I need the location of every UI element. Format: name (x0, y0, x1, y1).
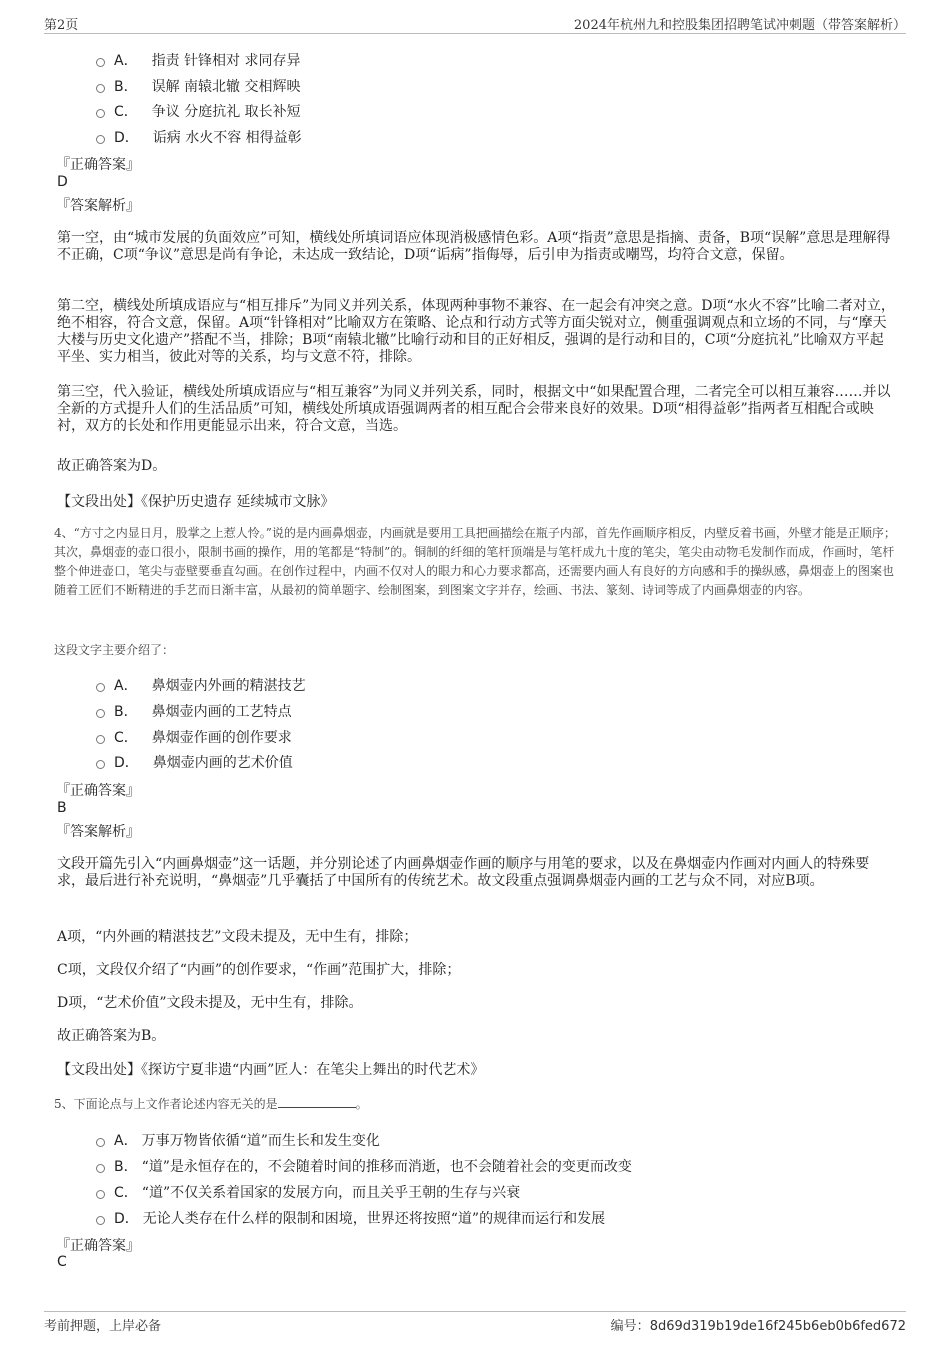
q3-analysis-para-3: 第三空，代入验证，横线处所填成语应与“相互兼容”为同义并列关系，同时，根据文中“如果配置合理，二者完全可以相互兼容……并以全新的方式提升人们的生活品质”可知，横线处所填成语强调两者的相互配合会带来良好的效果。D项“相得益彰”指两者互相配合或映衬，双方的长处和作用更能显示出来，符合文意，当选。 (57, 384, 891, 434)
q3-source: 【文段出处】《保护历史遗存 延续城市文脉》 (57, 494, 335, 510)
q5-option-b[interactable]: B． “道”是永恒存在的，不会随着时间的推移而消逝，也不会随着社会的变更而改变 (96, 1156, 632, 1176)
radio-icon[interactable] (96, 1216, 105, 1225)
q4-option-c[interactable]: C． 鼻烟壶作画的创作要求 (96, 727, 292, 747)
q5-option-c[interactable]: C． “道”不仅关系着国家的发展方向，而且关乎王朝的生存与兴衰 (96, 1182, 520, 1202)
q3-analysis-para-2: 第二空，横线处所填成语应与“相互排斥”为同义并列关系，体现两种事物不兼容、在一起会有冲突之意。D项“水火不容”比喻二者对立，绝不相容，符合文意，保留。A项“针锋相对”比喻双方在策略、论点和行动方式等方面尖锐对立，侧重强调观点和立场的不同，与“摩天大楼与历史文化遗产”搭配不当，排除；B项“南辕北辙”比喻行动和目的正好相反，强调的是行动和目的，C项“分庭抗礼”比喻双方平起平坐、实力相当，彼此对等的关系，均与文意不符，排除。 (57, 298, 895, 365)
q4-option-d[interactable]: D． 鼻烟壶内画的艺术价值 (96, 752, 293, 772)
q3-option-d[interactable]: D． 诟病 水火不容 相得益彰 (96, 127, 302, 147)
footer-rule (44, 1311, 906, 1312)
q4-answer-label: 『正确答案』 (56, 783, 140, 799)
q4-analysis-label: 『答案解析』 (56, 824, 140, 840)
q4-answer: B (57, 800, 67, 816)
q3-analysis-label: 『答案解析』 (56, 198, 140, 214)
q4-analysis-c: C项，文段仅介绍了“内画”的创作要求，“作画”范围扩大，排除； (57, 962, 461, 978)
q3-option-c[interactable]: C． 争议 分庭抗礼 取长补短 (96, 101, 301, 121)
q5-answer: C (57, 1254, 67, 1270)
radio-icon[interactable] (96, 760, 105, 769)
q3-analysis-para-1: 第一空，由“城市发展的负面效应”可知，横线处所填词语应体现消极感情色彩。A项“指责”意思是指摘、责备，B项“误解”意思是理解得不正确，C项“争议”意思是尚有争论，未达成一致结论，D项“诟病”指侮辱，后引申为指责或嘲骂，均符合文意，保留。 (57, 230, 891, 263)
radio-icon[interactable] (96, 709, 105, 718)
q4-analysis-para-1: 文段开篇先引入“内画鼻烟壶”这一话题，并分别论述了内画鼻烟壶作画的顺序与用笔的要求，以及在鼻烟壶内作画对内画人的特殊要求，最后进行补充说明，“鼻烟壶”几乎囊括了中国所有的传统艺术。故文段重点强调鼻烟壶内画的工艺与众不同，对应B项。 (57, 856, 870, 889)
q4-source: 【文段出处】《探访宁夏非遗“内画”匠人：在笔尖上舞出的时代艺术》 (57, 1062, 485, 1078)
q4-analysis-d: D项，“艺术价值”文段未提及，无中生有，排除。 (57, 995, 363, 1011)
q4-passage: 4、“方寸之内显日月，股掌之上惹人怜。”说的是内画鼻烟壶，内画就是要用工具把画描绘在瓶子内部，首先作画顺序相反，内壁反着书画，外壁才能是正顺序；其次，鼻烟壶的壶口很小，限制书画的操作，用的笔都是“特制”的。铜制的纤细的笔杆顶端是与笔杆成九十度的笔尖，笔尖由动物毛发制作而成，作画时，笔杆整个伸进壶口，笔尖与壶壁要垂直勾画。在创作过程中，内画不仅对人的眼力和心力要求都高，还需要内画人有良好的方向感和手的操纵感，鼻烟壶上的图案也随着工匠们不断精进的手艺而日渐丰富，从最初的简单题字、绘制图案，到图案文字并存，绘画、书法、篆刻、诗词等成了内画鼻烟壶的内容。 (54, 526, 896, 597)
q3-conclusion: 故正确答案为D。 (57, 458, 167, 474)
q5-option-a[interactable]: A． 万事万物皆依循“道”而生长和发生变化 (96, 1130, 380, 1150)
q3-option-b[interactable]: B． 误解 南辕北辙 交相辉映 (96, 76, 301, 96)
radio-icon[interactable] (96, 1190, 105, 1199)
q3-option-a[interactable]: A． 指责 针锋相对 求同存异 (96, 50, 300, 70)
document-code: 编号：8d69d319b19de16f245b6eb0b6fed672 (610, 1319, 906, 1334)
q3-answer: D (57, 174, 68, 190)
q4-stem: 这段文字主要介绍了： (54, 643, 175, 657)
footer-slogan: 考前押题，上岸必备 (44, 1319, 162, 1334)
answer-blank (278, 1095, 356, 1108)
radio-icon[interactable] (96, 58, 105, 67)
radio-icon[interactable] (96, 1164, 105, 1173)
q4-option-b[interactable]: B． 鼻烟壶内画的工艺特点 (96, 701, 292, 721)
radio-icon[interactable] (96, 109, 105, 118)
header-rule (44, 33, 906, 34)
q4-analysis-a: A项，“内外画的精湛技艺”文段未提及，无中生有，排除； (57, 929, 418, 945)
document-title: 2024年杭州九和控股集团招聘笔试冲刺题（带答案解析） (573, 18, 906, 33)
q5-option-d[interactable]: D． 无论人类存在什么样的限制和困境，世界还将按照“道”的规律而运行和发展 (96, 1208, 605, 1228)
q4-option-a[interactable]: A． 鼻烟壶内外画的精湛技艺 (96, 675, 306, 695)
q4-conclusion: 故正确答案为B。 (57, 1028, 166, 1044)
q5-stem: 5、下面论点与上文作者论述内容无关的是 。 (54, 1097, 368, 1111)
q3-answer-label: 『正确答案』 (56, 157, 140, 173)
radio-icon[interactable] (96, 735, 105, 744)
radio-icon[interactable] (96, 1138, 105, 1147)
radio-icon[interactable] (96, 135, 105, 144)
page-number: 第2页 (44, 18, 79, 33)
radio-icon[interactable] (96, 683, 105, 692)
q5-answer-label: 『正确答案』 (56, 1238, 140, 1254)
radio-icon[interactable] (96, 84, 105, 93)
